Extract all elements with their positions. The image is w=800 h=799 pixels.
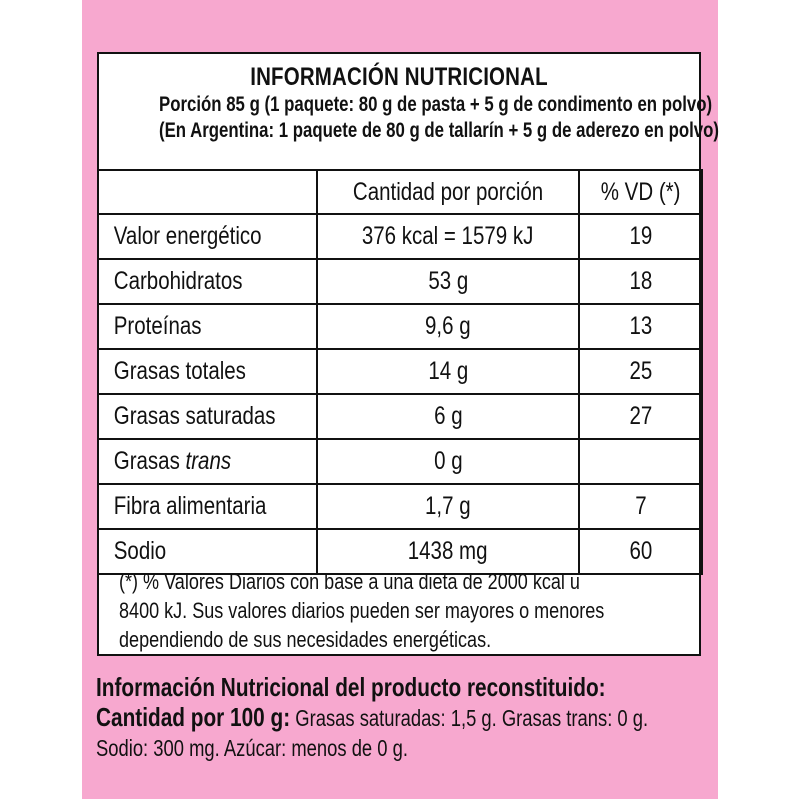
per100-text: Grasas saturadas: 1,5 g. Grasas trans: 0 g.: [290, 705, 649, 731]
nutrient-amount-label: 9,6 g: [425, 312, 471, 340]
argentina-portion-text: (En Argentina: 1 paquete de 80 g de tallarín + 5 g de aderezo en polvo): [159, 119, 719, 142]
nutrient-amount: [317, 394, 579, 439]
nutrient-name: [98, 214, 317, 259]
nutrient-vd: [579, 439, 702, 484]
nutrient-name: [98, 484, 317, 529]
nutrient-amount-label: 53 g: [428, 267, 468, 295]
nutrient-vd-label: 60: [629, 537, 652, 565]
per100-label: Cantidad por 100 g:: [96, 702, 291, 732]
nutrient-vd: [579, 484, 702, 529]
nutrient-vd: [579, 394, 702, 439]
footnote-line: (*) % Valores Diarios con base a una dieta de 2000 kcal u: [119, 569, 580, 594]
table-row: [98, 439, 702, 484]
nutrient-name: [98, 439, 317, 484]
nutrient-name: [98, 304, 317, 349]
nutrient-amount-label: 14 g: [428, 357, 468, 385]
nutrient-vd: [579, 349, 702, 394]
nutrient-vd-label: 18: [629, 267, 652, 295]
nutrient-amount: [317, 349, 579, 394]
nutrient-name-label: Fibra alimentaria: [113, 492, 267, 520]
portion-text: Porción 85 g (1 paquete: 80 g de pasta + 5 g de condimento en polvo): [159, 93, 713, 116]
nutrient-name: [98, 394, 317, 439]
nutrient-amount: [317, 484, 579, 529]
nutrient-amount: [317, 214, 579, 259]
nutrient-name: [98, 259, 317, 304]
nutrient-name-label: Carbohidratos: [113, 267, 243, 295]
nutrient-amount: [317, 304, 579, 349]
nutrient-name-label: Sodio: [113, 537, 167, 565]
nutrient-name-label: Valor energético: [113, 222, 262, 250]
header-empty-cell: [98, 170, 317, 214]
nutrient-amount: [317, 439, 579, 484]
panel-header: [99, 54, 719, 144]
nutrient-name-label: Grasas saturadas: [113, 402, 276, 430]
reconstituted-per100: [96, 702, 649, 733]
nutrient-name-label: [99, 447, 231, 476]
nutrient-vd-label: 19: [629, 222, 652, 250]
reconstituted-info: [96, 672, 716, 763]
reconstituted-title: Información Nutricional del producto reconstituido:: [96, 672, 606, 702]
table-header-row: [98, 170, 702, 214]
nutrient-amount-label: 0 g: [433, 447, 463, 475]
nutrient-amount-label: 6 g: [433, 402, 463, 430]
column-header-vd: [579, 170, 702, 214]
nutrient-name-italic: trans: [185, 447, 232, 475]
nutrition-panel: [97, 52, 719, 656]
nutrient-amount: [317, 259, 579, 304]
footnote-line: 8400 kJ. Sus valores diarios pueden ser mayores o menores: [119, 598, 605, 623]
table-row: [98, 214, 702, 259]
nutrition-table: [97, 169, 703, 575]
table-row: [98, 394, 702, 439]
column-header-amount: [317, 170, 579, 214]
table-row: [98, 484, 702, 529]
nutrient-vd: [579, 304, 702, 349]
nutrient-vd: [579, 259, 702, 304]
footnote-line: dependiendo de sus necesidades energéticas.: [119, 627, 492, 652]
nutrient-amount-label: 376 kcal = 1579 kJ: [362, 222, 534, 250]
nutrient-vd-label: 7: [634, 492, 647, 520]
nutrient-name-label: Grasas totales: [113, 357, 246, 385]
nutrient-name-label: Proteínas: [113, 312, 202, 340]
nutrient-vd: [579, 214, 702, 259]
table-row: [98, 259, 702, 304]
nutrient-vd-label: 27: [629, 402, 652, 430]
panel-title: INFORMACIÓN NUTRICIONAL: [250, 63, 548, 91]
column-header-vd-label: % VD (*): [600, 177, 681, 206]
table-row: [98, 304, 702, 349]
nutrient-name-prefix: Grasas: [113, 447, 186, 475]
table-row: [98, 349, 702, 394]
nutrient-amount-label: 1,7 g: [425, 492, 471, 520]
nutrient-vd-label: 25: [629, 357, 652, 385]
footnote: [119, 567, 699, 654]
nutrient-name: [98, 349, 317, 394]
column-header-amount-label: Cantidad por porción: [352, 177, 544, 206]
nutrient-vd-label: 13: [629, 312, 652, 340]
nutrient-amount-label: 1438 mg: [408, 537, 488, 565]
reconstituted-sodium: Sodio: 300 mg. Azúcar: menos de 0 g.: [96, 735, 408, 761]
